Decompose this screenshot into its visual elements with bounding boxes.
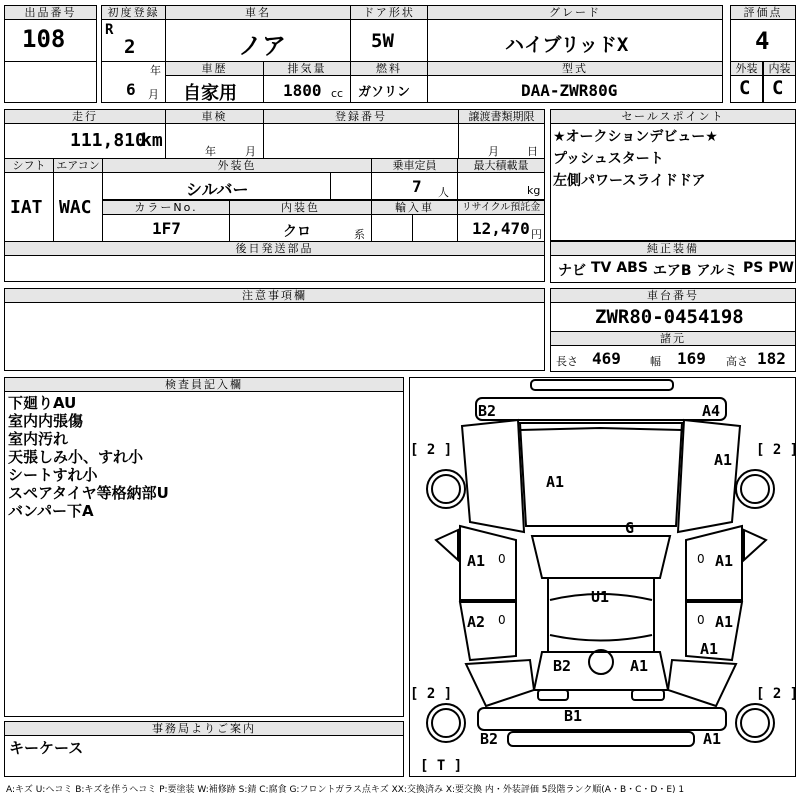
insp-month-unit: 月 [245, 145, 256, 158]
ac: WAC [59, 197, 92, 218]
reg-no-label: 登録番号 [263, 109, 459, 124]
history: 自家用 [183, 83, 237, 104]
inspector-note-line: 室内汚れ [8, 430, 69, 448]
chassis-no: ZWR80-0454198 [595, 306, 744, 328]
lot-no-label: 出品番号 [4, 5, 97, 20]
zero-left-front: 0 [498, 552, 506, 566]
tire-front-left: [ 2 ] [410, 442, 453, 458]
history-label: 車歴 [165, 61, 264, 76]
equipment-item: エアB [652, 263, 692, 279]
ac-label: エアコン [53, 158, 103, 173]
manual-label: 譲渡書類期限 [458, 109, 545, 124]
mark-a1-hood: A1 [546, 473, 565, 491]
capacity: 7 [412, 177, 422, 196]
era: R [105, 22, 114, 38]
sales-point-label: セールスポイント [550, 109, 796, 124]
color-no-label: カラーNo. [102, 200, 230, 215]
height-label: 高さ [726, 355, 748, 368]
tire-front-right: [ 2 ] [756, 442, 799, 458]
mark-a4-front-right: A4 [702, 402, 721, 420]
ext-grade: C [739, 77, 751, 99]
manual-day: 日 [527, 145, 538, 158]
mark-b2-rear-left: B2 [553, 657, 572, 675]
mileage-unit: km [141, 130, 163, 151]
mark-u1-roof: U1 [591, 588, 610, 606]
equipment-item: TV [590, 260, 612, 276]
color-no: 1F7 [152, 219, 181, 238]
tire-rear-left: [ 2 ] [410, 686, 453, 702]
shift: IAT [10, 197, 43, 218]
spare-tire: [ T ] [420, 758, 463, 774]
mark-a2-left-rear-door: A2 [467, 613, 486, 631]
displacement-unit: cc [331, 87, 344, 100]
length-label: 長さ [556, 355, 578, 368]
door-label: ドア形状 [350, 5, 428, 20]
score: 4 [755, 27, 770, 55]
ext-label: 外装 [730, 61, 763, 76]
inspector-note-line: 室内内張傷 [8, 412, 84, 430]
inspection-label: 車検 [165, 109, 264, 124]
displacement: 1800 [283, 81, 322, 100]
later-parts-label: 後日発送部品 [4, 241, 545, 256]
mileage: 111,810 [70, 130, 146, 151]
inspector-note-line: シートすれ小 [8, 466, 98, 484]
mark-a1-rear-bumper: A1 [703, 730, 722, 748]
inspector-label: 検査員記入欄 [4, 377, 404, 392]
notes-label: 注意事項欄 [4, 288, 545, 303]
model: DAA-ZWR80G [521, 81, 618, 100]
capacity-unit: 人 [438, 186, 449, 199]
color-label: 外装色 [102, 158, 372, 173]
equipment-item: アルミ [696, 263, 738, 279]
mark-b2-front-left: B2 [478, 402, 497, 420]
office-label: 事務局よりご案内 [4, 721, 404, 736]
inspector-note-line: 天張しみ小、すれ小 [8, 448, 144, 466]
width-label: 幅 [650, 355, 661, 368]
inspector-note-line: バンパー下A [8, 502, 94, 520]
sales-point-line: 左側パワースライドドア [553, 173, 706, 189]
recycle-label: リサイクル預託金 [457, 200, 545, 215]
insp-year-unit: 年 [205, 145, 216, 158]
chassis-label: 車台番号 [550, 288, 796, 303]
mark-a1-right-front-door: A1 [715, 552, 734, 570]
model-label: 型式 [427, 61, 723, 76]
inspector-note-line: 下廻りAU [8, 394, 77, 412]
mark-a1-left-front-door: A1 [467, 552, 486, 570]
mark-a1-right-fender: A1 [714, 451, 733, 469]
dims-label: 諸元 [550, 331, 796, 346]
mark-b1-rear: B1 [564, 707, 583, 725]
year-num: 2 [124, 36, 136, 58]
car-name-label: 車名 [165, 5, 351, 20]
length: 469 [592, 349, 621, 368]
mark-a1-right-rear-door: A1 [715, 613, 734, 631]
int-label: 内装 [763, 61, 796, 76]
height: 182 [757, 349, 786, 368]
int-color-unit: 系 [354, 228, 365, 241]
mark-g-windshield: G [625, 519, 635, 537]
int-grade: C [772, 77, 784, 99]
load-unit: kg [527, 184, 541, 197]
year-unit: 年 [150, 64, 161, 77]
int-color-label: 内装色 [229, 200, 372, 215]
import-label: 輸入車 [371, 200, 458, 215]
equipment-label: 純正装備 [550, 241, 796, 256]
equipment-item: PS [742, 260, 764, 276]
fuel: ガソリン [358, 85, 411, 100]
inspector-note-line: スペアタイヤ等格納部U [8, 484, 169, 502]
equipment-item: ABS [616, 260, 648, 276]
recycle-unit: 円 [531, 228, 542, 241]
equipment-item: ナビ [558, 263, 586, 279]
sales-point-line: ★オークションデビュー★ [553, 129, 718, 145]
legend: A:キズ U:ヘコミ B:キズを伴うヘコミ P:要塗装 W:補修跡 S:錆 C:腐食 G:フロントガラス点キズ XX:交換済み X:要交換 内・外装評価 5段階ランク順(A・B・C・D・E) 1 [6, 785, 685, 795]
grade: ハイブリッドX [505, 34, 629, 56]
color: シルバー [186, 180, 249, 199]
lot-no: 108 [22, 25, 66, 53]
tire-rear-right: [ 2 ] [756, 686, 799, 702]
score-label: 評価点 [730, 5, 796, 20]
fuel-label: 燃料 [350, 61, 428, 76]
mark-a1-rear-right: A1 [630, 657, 649, 675]
mileage-label: 走行 [4, 109, 166, 124]
shift-label: シフト [4, 158, 54, 173]
int-color: クロ [283, 224, 311, 240]
zero-right-rear: 0 [697, 613, 705, 627]
first-reg-label: 初度登録 [101, 5, 166, 20]
month-unit: 月 [148, 88, 159, 101]
mark-b2-rear-bumper: B2 [480, 730, 499, 748]
zero-right-front: 0 [697, 552, 705, 566]
sales-point-line: プッシュスタート [553, 151, 664, 167]
load-label: 最大積載量 [457, 158, 545, 173]
car-name: ノア [238, 32, 286, 60]
door: 5W [371, 30, 394, 52]
width: 169 [677, 349, 706, 368]
capacity-label: 乗車定員 [371, 158, 458, 173]
zero-left-rear: 0 [498, 613, 506, 627]
manual-month: 月 [488, 145, 499, 158]
equipment-item: PW [768, 260, 794, 276]
mark-a1-right-quarter: A1 [700, 640, 719, 658]
month-num: 6 [126, 80, 136, 99]
grade-label: グレード [427, 5, 723, 20]
recycle: 12,470 [472, 219, 530, 238]
office-text: キーケース [9, 739, 84, 757]
displacement-label: 排気量 [263, 61, 351, 76]
